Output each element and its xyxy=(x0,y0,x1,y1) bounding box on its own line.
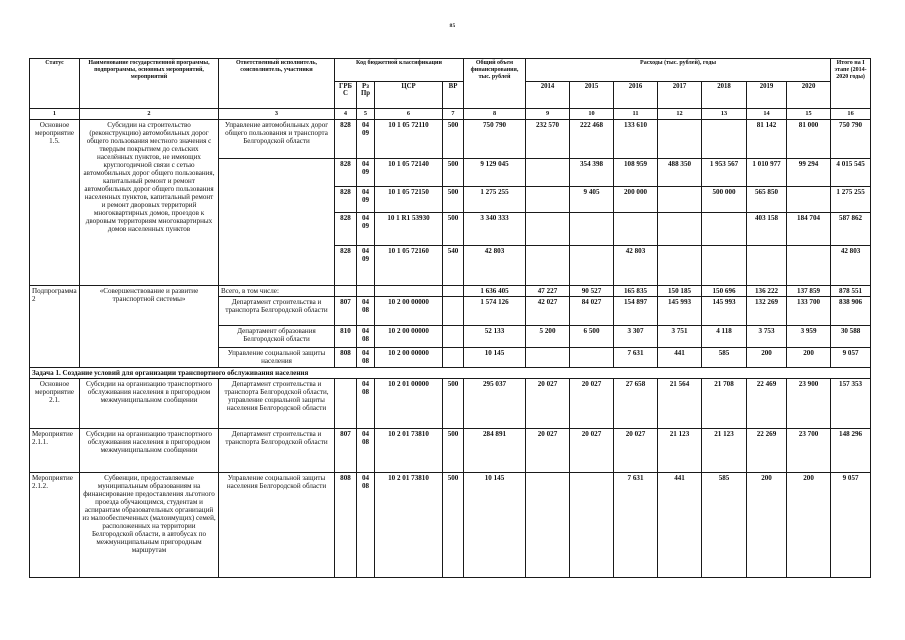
table-row xyxy=(30,286,871,297)
cell-2020 xyxy=(787,187,831,213)
cell-rz-pr: 04 08 xyxy=(357,326,375,348)
col-index-cell: 7 xyxy=(443,109,464,120)
cell-2017: 21 564 xyxy=(658,379,702,429)
header-status: Статус xyxy=(30,59,80,109)
cell-2018 xyxy=(702,120,747,159)
col-index-cell: 8 xyxy=(464,109,526,120)
row-program-name: Субсидии на строительство (реконструкцию) автомобильных дорог общего пользования местного значения с твердым покрытием до сельских населённых пунктов, не имеющих круглогодичной связи с сетью автомобильных дорог общего пользования, капитальный ремонт и ремонт автомобильных дорог общего пользования населенных пунктов, капитальный ремонт и ремонт дворовых территорий многоквартирных домов, проездов к дворовым территориям многоквартирных домов населенных пунктов xyxy=(80,120,219,286)
cell-2019: 200 xyxy=(747,348,787,368)
cell-vr xyxy=(443,297,464,326)
cell-2014 xyxy=(526,348,570,368)
cell-2019: 22 269 xyxy=(747,429,787,473)
cell-stage-total: 1 275 255 xyxy=(831,187,871,213)
cell-2016 xyxy=(614,213,658,246)
task-title: Задача 1. Создание условий для организации транспортного обслуживания населения xyxy=(30,368,871,379)
cell-2015: 90 527 xyxy=(570,286,614,297)
col-index-cell: 11 xyxy=(614,109,658,120)
cell-rz-pr: 04 08 xyxy=(357,473,375,578)
cell-2016: 42 803 xyxy=(614,246,658,286)
cell-2014: 5 200 xyxy=(526,326,570,348)
cell-2016: 27 658 xyxy=(614,379,658,429)
table-row xyxy=(30,473,871,578)
cell-vr: 500 xyxy=(443,120,464,159)
cell-stage-total: 148 296 xyxy=(831,429,871,473)
cell-2020: 81 000 xyxy=(787,120,831,159)
row-executor: Управление автомобильных дорог общего пользования и транспорта Белгородской области xyxy=(219,120,335,159)
cell-grbs: 808 xyxy=(335,473,357,578)
row-executor-empty xyxy=(219,159,335,286)
cell-vr: 500 xyxy=(443,159,464,187)
cell-stage-total: 30 588 xyxy=(831,326,871,348)
cell-grbs: 807 xyxy=(335,297,357,326)
cell-2014 xyxy=(526,473,570,578)
cell-2020 xyxy=(787,246,831,286)
cell-2020: 23 900 xyxy=(787,379,831,429)
cell-csr: 10 2 00 00000 xyxy=(375,326,443,348)
cell-2015: 9 405 xyxy=(570,187,614,213)
cell-total: 295 037 xyxy=(464,379,526,429)
cell-2017: 441 xyxy=(658,348,702,368)
cell-2018: 145 993 xyxy=(702,297,747,326)
cell-vr: 500 xyxy=(443,213,464,246)
header-total-volume: Общий объем финансирования, тыс. рублей xyxy=(464,59,526,109)
table-row xyxy=(30,379,871,429)
header-executor: Ответственный исполнитель, соисполнитель, участники xyxy=(219,59,335,109)
cell-2014: 47 227 xyxy=(526,286,570,297)
cell-2016: 3 307 xyxy=(614,326,658,348)
row-executor: Управление социальной защиты населения Белгородской области xyxy=(219,473,335,578)
cell-2019: 3 753 xyxy=(747,326,787,348)
cell-2017: 3 751 xyxy=(658,326,702,348)
header-year-2016: 2016 xyxy=(614,82,658,109)
cell-grbs: 828 xyxy=(335,159,357,187)
cell-2016: 200 000 xyxy=(614,187,658,213)
cell-rz-pr: 04 09 xyxy=(357,246,375,286)
cell-stage-total: 42 803 xyxy=(831,246,871,286)
cell-2018: 585 xyxy=(702,473,747,578)
cell-2015: 222 468 xyxy=(570,120,614,159)
table-row xyxy=(30,120,871,159)
col-index-cell: 13 xyxy=(702,109,747,120)
cell-grbs: 810 xyxy=(335,326,357,348)
cell-2015: 84 027 xyxy=(570,297,614,326)
cell-stage-total: 750 790 xyxy=(831,120,871,159)
row-executor: Управление социальной защиты населения xyxy=(219,348,335,368)
cell-2018 xyxy=(702,246,747,286)
cell-csr: 10 1 05 72140 xyxy=(375,159,443,187)
cell-stage-total: 587 862 xyxy=(831,213,871,246)
cell-vr: 500 xyxy=(443,379,464,429)
task-row xyxy=(30,368,871,379)
cell-2016: 108 959 xyxy=(614,159,658,187)
table-row xyxy=(30,429,871,473)
cell-stage-total: 4 015 545 xyxy=(831,159,871,187)
cell-csr: 10 1 05 72110 xyxy=(375,120,443,159)
cell-stage-total: 157 353 xyxy=(831,379,871,429)
col-index-cell: 12 xyxy=(658,109,702,120)
row-status: Основное мероприятие 1.5. xyxy=(30,120,80,286)
cell-2020: 200 xyxy=(787,348,831,368)
header-budget-code: Код бюджетной классификации xyxy=(335,59,464,82)
cell-2018: 500 000 xyxy=(702,187,747,213)
cell-2019: 136 222 xyxy=(747,286,787,297)
column-index-row xyxy=(30,109,871,120)
cell-rz-pr: 04 08 xyxy=(357,379,375,429)
cell-2018: 150 696 xyxy=(702,286,747,297)
row-executor: Департамент строительства и транспорта Белгородской области xyxy=(219,297,335,326)
cell-2019: 565 850 xyxy=(747,187,787,213)
cell-2017: 145 993 xyxy=(658,297,702,326)
cell-csr: 10 2 01 73810 xyxy=(375,473,443,578)
cell-stage-total: 9 057 xyxy=(831,348,871,368)
cell-2017 xyxy=(658,213,702,246)
cell-2016: 133 610 xyxy=(614,120,658,159)
cell-2019: 22 469 xyxy=(747,379,787,429)
row-executor: Департамент образования Белгородской области xyxy=(219,326,335,348)
financing-table xyxy=(29,58,871,578)
row-program-name: Субсидии на организацию транспортного обслуживания населения в пригородном межмуниципальном сообщении xyxy=(80,379,219,429)
cell-rz-pr: 04 09 xyxy=(357,187,375,213)
cell-grbs: 828 xyxy=(335,246,357,286)
cell-csr: 10 2 01 00000 xyxy=(375,379,443,429)
cell-total: 284 891 xyxy=(464,429,526,473)
cell-2014 xyxy=(526,246,570,286)
row-executor: Всего, в том числе: xyxy=(219,286,335,297)
cell-2020: 3 959 xyxy=(787,326,831,348)
cell-2019: 200 xyxy=(747,473,787,578)
row-status: Мероприятие 2.1.2. xyxy=(30,473,80,578)
cell-total: 52 133 xyxy=(464,326,526,348)
cell-2016: 165 835 xyxy=(614,286,658,297)
cell-rz-pr: 04 09 xyxy=(357,159,375,187)
cell-grbs: 828 xyxy=(335,120,357,159)
cell-rz-pr: 04 09 xyxy=(357,213,375,246)
cell-2017: 150 185 xyxy=(658,286,702,297)
header-expenses: Расходы (тыс. рублей), годы xyxy=(526,59,831,82)
cell-2016: 7 631 xyxy=(614,473,658,578)
page-number: 85 xyxy=(449,23,456,29)
cell-stage-total: 838 906 xyxy=(831,297,871,326)
col-index-cell: 4 xyxy=(335,109,357,120)
cell-total: 10 145 xyxy=(464,473,526,578)
header-row-1 xyxy=(30,59,871,82)
cell-csr: 10 2 00 00000 xyxy=(375,297,443,326)
cell-2017: 488 350 xyxy=(658,159,702,187)
cell-2014: 20 027 xyxy=(526,429,570,473)
cell-2020: 184 704 xyxy=(787,213,831,246)
cell-vr xyxy=(443,326,464,348)
cell-2018 xyxy=(702,213,747,246)
cell-2017: 21 123 xyxy=(658,429,702,473)
header-year-2015: 2015 xyxy=(570,82,614,109)
row-status: Мероприятие 2.1.1. xyxy=(30,429,80,473)
col-index-cell: 10 xyxy=(570,109,614,120)
cell-2019: 1 010 977 xyxy=(747,159,787,187)
cell-2014: 232 570 xyxy=(526,120,570,159)
header-year-2018: 2018 xyxy=(702,82,747,109)
header-year-2019: 2019 xyxy=(747,82,787,109)
cell-2020: 23 700 xyxy=(787,429,831,473)
cell-2019: 81 142 xyxy=(747,120,787,159)
cell-2020: 99 294 xyxy=(787,159,831,187)
cell-total: 750 790 xyxy=(464,120,526,159)
cell-vr: 500 xyxy=(443,473,464,578)
header-rz-pr: Рз Пр xyxy=(357,82,375,109)
cell-grbs: 828 xyxy=(335,213,357,246)
cell-2018: 585 xyxy=(702,348,747,368)
cell-2015 xyxy=(570,213,614,246)
cell-2014: 20 027 xyxy=(526,379,570,429)
cell-total: 10 145 xyxy=(464,348,526,368)
cell-csr: 10 1 05 72150 xyxy=(375,187,443,213)
row-program-name: «Совершенствование и развитие транспортной системы» xyxy=(80,286,219,368)
cell-2017 xyxy=(658,246,702,286)
cell-2017 xyxy=(658,120,702,159)
cell-2014: 42 027 xyxy=(526,297,570,326)
cell-2020: 133 700 xyxy=(787,297,831,326)
cell-2019 xyxy=(747,246,787,286)
cell-vr xyxy=(443,286,464,297)
col-index-cell: 16 xyxy=(831,109,871,120)
cell-2019: 132 269 xyxy=(747,297,787,326)
cell-vr xyxy=(443,348,464,368)
col-index-cell: 15 xyxy=(787,109,831,120)
cell-2017 xyxy=(658,187,702,213)
cell-total: 1 574 126 xyxy=(464,297,526,326)
col-index-cell: 14 xyxy=(747,109,787,120)
cell-rz-pr xyxy=(357,286,375,297)
cell-rz-pr: 04 09 xyxy=(357,120,375,159)
header-vr: ВР xyxy=(443,82,464,109)
cell-csr xyxy=(375,286,443,297)
cell-grbs xyxy=(335,286,357,297)
row-status: Основное мероприятие 2.1. xyxy=(30,379,80,429)
cell-csr: 10 2 00 00000 xyxy=(375,348,443,368)
cell-total: 9 129 045 xyxy=(464,159,526,187)
cell-2017: 441 xyxy=(658,473,702,578)
row-status: Подпрограмма 2 xyxy=(30,286,80,368)
col-index-cell: 9 xyxy=(526,109,570,120)
cell-grbs: 807 xyxy=(335,429,357,473)
cell-2018: 4 118 xyxy=(702,326,747,348)
cell-vr: 500 xyxy=(443,429,464,473)
col-index-cell: 6 xyxy=(375,109,443,120)
header-stage-total: Итого на I этапе (2014-2020 годы) xyxy=(831,59,871,109)
cell-grbs: 808 xyxy=(335,348,357,368)
cell-grbs: 828 xyxy=(335,187,357,213)
row-executor: Департамент строительства и транспорта Белгородской области, управление социальной защиты населения Белгородской области xyxy=(219,379,335,429)
cell-grbs xyxy=(335,379,357,429)
cell-2014 xyxy=(526,213,570,246)
row-executor: Департамент строительства и транспорта Белгородской области xyxy=(219,429,335,473)
col-index-cell: 2 xyxy=(80,109,219,120)
header-year-2020: 2020 xyxy=(787,82,831,109)
cell-vr: 500 xyxy=(443,187,464,213)
cell-total: 3 340 333 xyxy=(464,213,526,246)
header-year-2017: 2017 xyxy=(658,82,702,109)
cell-2019: 403 158 xyxy=(747,213,787,246)
header-grbs: ГРБС xyxy=(335,82,357,109)
cell-2015 xyxy=(570,473,614,578)
cell-total: 42 803 xyxy=(464,246,526,286)
cell-rz-pr: 04 08 xyxy=(357,429,375,473)
cell-csr: 10 1 05 72160 xyxy=(375,246,443,286)
row-program-name: Субвенции, предоставляемые муниципальным образованиям на финансирование предоставления льготного проезда обучающимся, студентам и аспирантам образовательных организаций из малообеспеченных (малоимущих) семей, расположенных на территории Белгородской области, в автобусах по межмуниципальным пригородным маршрутам xyxy=(80,473,219,578)
cell-2020: 200 xyxy=(787,473,831,578)
col-index-cell: 3 xyxy=(219,109,335,120)
cell-2015: 354 398 xyxy=(570,159,614,187)
cell-stage-total: 878 551 xyxy=(831,286,871,297)
col-index-cell: 5 xyxy=(357,109,375,120)
cell-csr: 10 1 R1 53930 xyxy=(375,213,443,246)
cell-rz-pr: 04 08 xyxy=(357,348,375,368)
cell-2015: 20 027 xyxy=(570,429,614,473)
header-program-name: Наименование государственной программы, подпрограммы, основных мероприятий, мероприятий xyxy=(80,59,219,109)
cell-2015 xyxy=(570,348,614,368)
cell-rz-pr: 04 08 xyxy=(357,297,375,326)
header-year-2014: 2014 xyxy=(526,82,570,109)
cell-2016: 20 027 xyxy=(614,429,658,473)
cell-vr: 540 xyxy=(443,246,464,286)
cell-2015: 20 027 xyxy=(570,379,614,429)
cell-stage-total: 9 057 xyxy=(831,473,871,578)
cell-2018: 21 123 xyxy=(702,429,747,473)
row-program-name: Субсидии на организацию транспортного обслуживания населения в пригородном межмуниципальном сообщении xyxy=(80,429,219,473)
cell-2014 xyxy=(526,187,570,213)
cell-2018: 1 953 567 xyxy=(702,159,747,187)
cell-2018: 21 708 xyxy=(702,379,747,429)
cell-total: 1 275 255 xyxy=(464,187,526,213)
cell-2016: 7 631 xyxy=(614,348,658,368)
cell-2015: 6 500 xyxy=(570,326,614,348)
header-csr: ЦСР xyxy=(375,82,443,109)
cell-2020: 137 859 xyxy=(787,286,831,297)
cell-total: 1 636 405 xyxy=(464,286,526,297)
cell-csr: 10 2 01 73810 xyxy=(375,429,443,473)
cell-2015 xyxy=(570,246,614,286)
cell-2014 xyxy=(526,159,570,187)
col-index-cell: 1 xyxy=(30,109,80,120)
cell-2016: 154 897 xyxy=(614,297,658,326)
